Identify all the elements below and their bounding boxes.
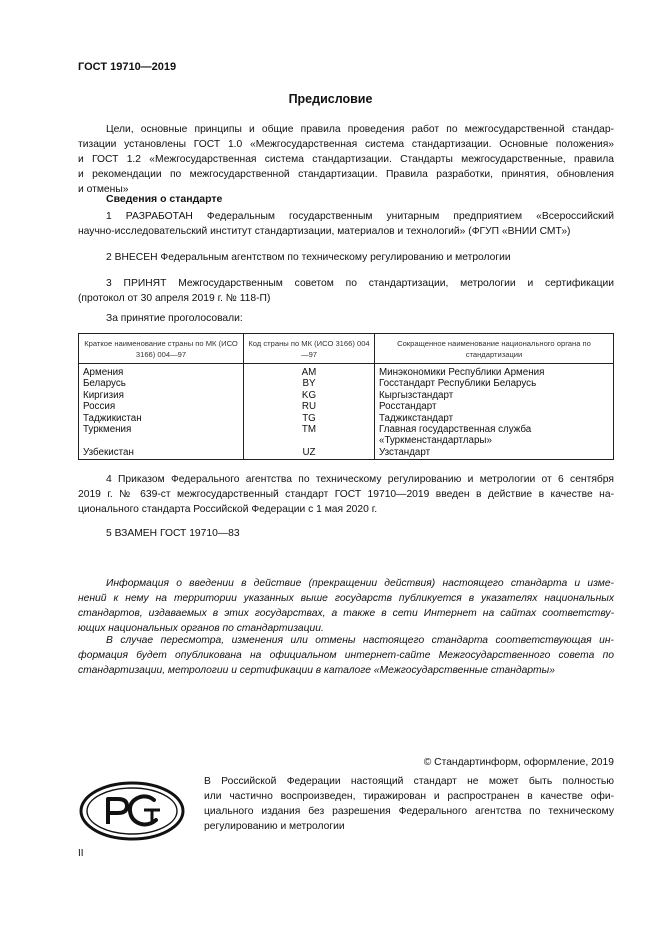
code-cell: RU xyxy=(244,401,375,412)
table-row xyxy=(79,424,614,435)
code-cell: TM xyxy=(244,424,375,435)
body-cell: Главная государственная служба xyxy=(375,424,614,435)
text-line: Информация о введении в действие (прекращении действия) настоящего стандарта и изме- xyxy=(106,578,614,589)
text-line: и отмены» xyxy=(78,184,129,195)
table-row xyxy=(79,447,614,460)
text-line: 4 Приказом Федерального агентства по техническому регулированию и метрологии от 6 сентября xyxy=(106,474,614,485)
text-line: (протокол от 30 апреля 2019 г. № 118-П) xyxy=(78,293,271,304)
table-header-code: Код страны по МК (ИСО 3166) 004—97 xyxy=(244,334,375,364)
info-paragraph xyxy=(78,576,614,636)
table-row xyxy=(79,364,614,379)
text-line: регулированию и метрологии xyxy=(204,821,345,832)
document-code: ГОСТ 19710—2019 xyxy=(78,61,177,73)
table-row xyxy=(79,390,614,401)
text-line: В Российской Федерации настоящий стандарт не может быть полностью xyxy=(204,776,614,787)
pct-logo xyxy=(78,780,186,847)
body-cell: Госстандарт Республики Беларусь xyxy=(375,378,614,389)
revision-paragraph xyxy=(78,633,614,678)
table-row xyxy=(79,435,614,446)
body-cell: Кыргызстандарт xyxy=(375,390,614,401)
code-cell: AM xyxy=(244,364,375,379)
code-cell xyxy=(244,435,375,446)
country-cell: Армения xyxy=(79,364,244,379)
text-line: 2019 г. № 639-ст межгосударственный стандарт ГОСТ 19710—2019 введен в действие в качестве на- xyxy=(78,489,614,500)
code-cell: TG xyxy=(244,413,375,424)
item-developed xyxy=(78,209,614,239)
text-line: 1 РАЗРАБОТАН Федеральным государственным унитарным предприятием «Всероссийский xyxy=(106,211,614,222)
intro-paragraph xyxy=(78,122,614,197)
body-cell: Минэкономики Республики Армения xyxy=(375,364,614,379)
item-adopted xyxy=(78,276,614,306)
text-line: тизации установлены ГОСТ 1.0 «Межгосударственная система стандартизации. Основные положения» xyxy=(78,139,614,150)
text-line: нений к нему на территории указанных выше государств публикуется в указателях национальных xyxy=(78,593,614,604)
item-enacted xyxy=(78,472,614,517)
country-cell: Таджикистан xyxy=(79,413,244,424)
item-replaces xyxy=(78,526,614,541)
country-cell: Беларусь xyxy=(79,378,244,389)
country-cell: Узбекистан xyxy=(79,447,244,460)
text-line: 2 ВНЕСЕН Федеральным агентством по техническому регулированию и метрологии xyxy=(106,252,511,263)
text-line: Цели, основные принципы и общие правила проведения работ по межгосударственной стандар- xyxy=(106,124,614,135)
text-line: ционального стандарта Российской Федерации с 1 мая 2020 г. xyxy=(78,504,378,515)
legal-notice xyxy=(204,774,614,834)
pct-logo-icon xyxy=(78,780,186,842)
text-line: ющих национальных органов по стандартизации. xyxy=(78,623,324,634)
text-line: 5 ВЗАМЕН ГОСТ 19710—83 xyxy=(106,528,240,539)
page-number: II xyxy=(78,848,84,859)
body-cell: «Туркменстандартлары» xyxy=(375,435,614,446)
table-header-country: Краткое наименование страны по МК (ИСО 3166) 004—97 xyxy=(79,334,244,364)
text-line: В случае пересмотра, изменения или отмены настоящего стандарта соответствующая ин- xyxy=(106,635,614,646)
item-introduced xyxy=(78,250,614,265)
standard-info-heading: Сведения о стандарте xyxy=(106,193,223,205)
text-line: 3 ПРИНЯТ Межгосударственным советом по стандартизации, метрологии и сертификации xyxy=(106,278,614,289)
page-title: Предисловие xyxy=(288,92,373,106)
code-cell: KG xyxy=(244,390,375,401)
text-line: и ГОСТ 1.2 «Межгосударственная система стандартизации. Стандарты межгосударственные, правила xyxy=(78,154,614,165)
states-table xyxy=(78,333,614,460)
country-cell xyxy=(79,435,244,446)
text-line: стандартизации, метрологии и сертификации в каталоге «Межгосударственные стандарты» xyxy=(78,665,555,676)
text-line: или частично воспроизведен, тиражирован и распространен в качестве офи- xyxy=(204,791,614,802)
code-cell: BY xyxy=(244,378,375,389)
text-line: стандартов, издаваемых в этих государствах, а также в сети Интернет на сайтах соответству- xyxy=(78,608,614,619)
body-cell: Таджикстандарт xyxy=(375,413,614,424)
table-header-body: Сокращенное наименование национального органа по стандартизации xyxy=(375,334,614,364)
text-line: научно-исследовательский институт стандартизации, материалов и технологий» (ФГУП «ВНИИ СМТ») xyxy=(78,226,571,237)
table-row xyxy=(79,378,614,389)
body-cell: Узстандарт xyxy=(375,447,614,460)
text-line: циального издания без разрешения Федерального агентства по техническому xyxy=(204,806,614,817)
text-line: формация будет опубликована на официальном интернет-сайте Межгосударственного совета по xyxy=(78,650,614,661)
country-cell: Киргизия xyxy=(79,390,244,401)
code-cell: UZ xyxy=(244,447,375,460)
text-line: и рекомендации по межгосударственной стандартизации. Правила разработки, принятия, обновления xyxy=(78,169,614,180)
voted-label: За принятие проголосовали: xyxy=(106,313,243,324)
table-row xyxy=(79,413,614,424)
body-cell: Росстандарт xyxy=(375,401,614,412)
copyright-notice: © Стандартинформ, оформление, 2019 xyxy=(423,757,614,768)
country-cell: Туркмения xyxy=(79,424,244,435)
table-row xyxy=(79,401,614,412)
country-cell: Россия xyxy=(79,401,244,412)
